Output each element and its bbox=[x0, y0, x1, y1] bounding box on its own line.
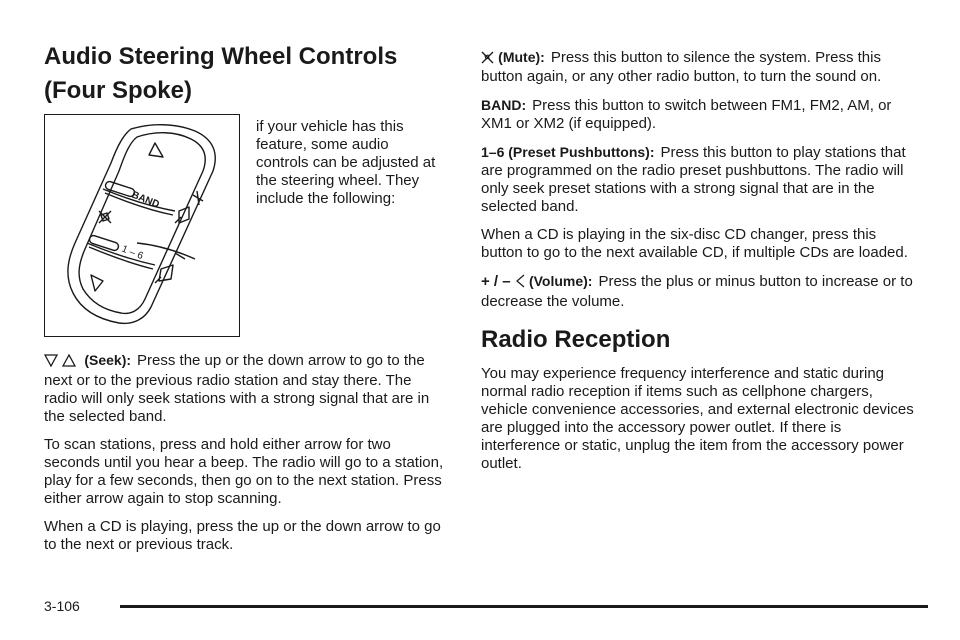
left-column bbox=[44, 40, 444, 564]
seek-down-arrow-icon bbox=[44, 354, 58, 372]
steering-wheel-controls-figure bbox=[44, 114, 240, 337]
page-footer bbox=[44, 598, 924, 618]
seek-description: Press the up or the down arrow to go to the next or to the previous radio station and stay there. The radio will only seek stations with a strong signal that are in the selected band. bbox=[44, 352, 430, 425]
mute-paragraph bbox=[481, 48, 921, 86]
volume-term: (Volume): bbox=[528, 273, 593, 289]
title-line-1: Audio Steering Wheel Controls bbox=[44, 43, 398, 70]
preset-term: 1–6 (Preset Pushbuttons): bbox=[481, 144, 655, 160]
mute-description: Press this button to silence the system. Press this button again, or any other radio button, to turn the sound on. bbox=[481, 49, 882, 85]
mute-term: (Mute): bbox=[498, 49, 545, 65]
scan-paragraph: To scan stations, press and hold either arrow for two seconds until you hear a beep. The radio will go to a station, play for a few seconds, then go on to the next station. Press either arrow again to stop scanning. bbox=[44, 436, 444, 507]
volume-description: Press the plus or minus button to increase or to decrease the volume. bbox=[481, 273, 913, 310]
figure-row bbox=[44, 114, 444, 341]
band-description: Press this button to switch between FM1, FM2, AM, or XM1 or XM2 (if equipped). bbox=[481, 97, 892, 132]
radio-reception-heading: Radio Reception bbox=[481, 326, 671, 353]
right-column bbox=[481, 48, 921, 483]
seek-term: (Seek): bbox=[84, 352, 132, 368]
cd-track-paragraph: When a CD is playing, press the up or the down arrow to go to the next or previous track. bbox=[44, 518, 441, 553]
band-paragraph bbox=[481, 96, 921, 133]
band-term: BAND: bbox=[481, 97, 527, 113]
preset-button-label: 1 – 6 bbox=[119, 243, 145, 263]
page-number: 3-106 bbox=[44, 598, 80, 614]
title-line-2: (Four Spoke) bbox=[44, 77, 192, 104]
volume-speaker-icon bbox=[515, 274, 525, 293]
cd-changer-paragraph: When a CD is playing in the six-disc CD changer, press this button to go to the next available CD, if multiple CDs are loaded. bbox=[481, 226, 908, 261]
radio-reception-paragraph: You may experience frequency interference and static during normal radio reception if items such as cellphone chargers, vehicle convenience accessories, and external electronic devices are plugged into the accessory power outlet. If there is interference or static, unplug the item from the accessory power outlet. bbox=[481, 365, 914, 472]
mute-icon bbox=[481, 50, 494, 68]
volume-paragraph bbox=[481, 272, 921, 311]
intro-text: if your vehicle has this feature, some audio controls can be adjusted at the steering wheel. They include the following: bbox=[256, 118, 436, 207]
seek-paragraph bbox=[44, 351, 444, 426]
footer-rule bbox=[120, 605, 928, 608]
volume-prefix: + / – bbox=[481, 273, 511, 290]
steering-wheel-controls-illustration bbox=[45, 115, 238, 335]
preset-paragraph bbox=[481, 143, 921, 216]
section-title bbox=[44, 40, 444, 108]
band-button-label: BAND bbox=[129, 189, 161, 211]
preset-description: Press this button to play stations that are programmed on the radio preset pushbuttons. The radio will only seek preset stations with a strong signal that are in the selected band. bbox=[481, 144, 906, 215]
seek-up-arrow-icon bbox=[62, 354, 76, 372]
